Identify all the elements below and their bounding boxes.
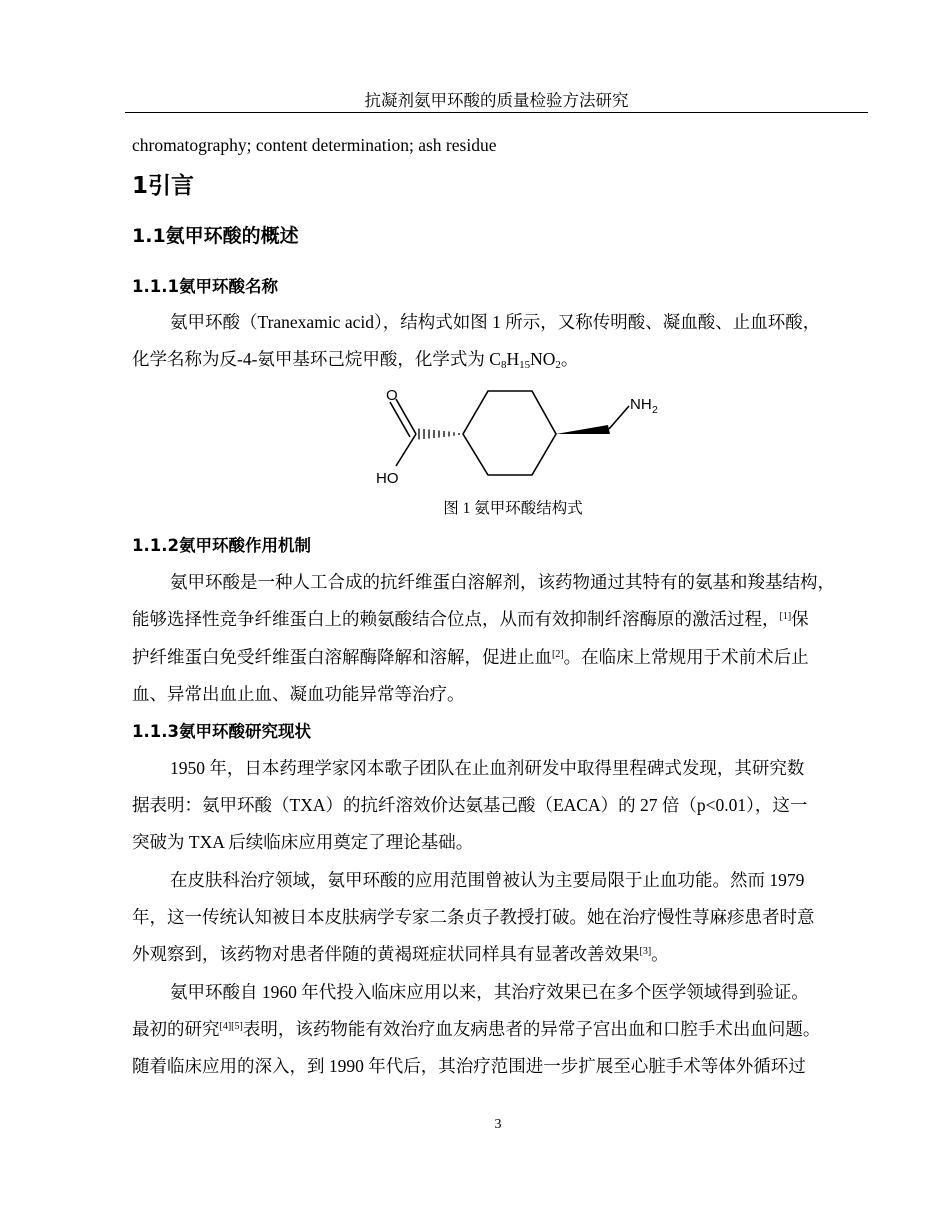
mechanism-text-tail: 。在临床上常规用于术前术后止 [563, 647, 809, 667]
status-text-tail: 表明，该药物能有效治疗血友病患者的异常子宫出血和口腔手术出血问题。 [242, 1019, 821, 1039]
name-paragraph-line-1: 氨甲环酸（Tranexamic acid），结构式如图 1 所示，又称传明酸、凝血酸、止血环酸， [170, 312, 821, 332]
figure-caption: 图 1 氨甲环酸结构式 [443, 500, 583, 517]
status-text-tail: 。 [651, 944, 669, 964]
header-rule [125, 112, 868, 113]
status-text: 最初的研究 [132, 1019, 220, 1039]
status-p1-line-2: 据表明：氨甲环酸（TXA）的抗纤溶效价达氨基己酸（EACA）的 27 倍（p<0.01），这一 [132, 795, 808, 815]
mechanism-line-2 [132, 609, 862, 630]
formula-h: H [506, 349, 520, 369]
section-1-1-heading: 1.1氨甲环酸的概述 [132, 225, 299, 247]
cyclohexane-ring [463, 391, 556, 475]
section-1-heading: 1引言 [132, 173, 195, 199]
amine-subscript: 2 [652, 404, 658, 416]
section-1-1-2-heading: 1.1.2氨甲环酸作用机制 [132, 536, 311, 555]
amine-bond [609, 406, 629, 429]
solid-wedge-bond [556, 425, 610, 434]
section-1-1-1-heading: 1.1.1氨甲环酸名称 [132, 277, 278, 296]
status-p3-line-1: 氨甲环酸自 1960 年代投入临床应用以来，其治疗效果已在多个医学领域得到验证。 [170, 982, 809, 1002]
mechanism-line-4: 血、异常出血止血、凝血功能异常等治疗。 [132, 684, 465, 704]
formula-end: 。 [560, 349, 579, 369]
hashed-wedge-bond [419, 429, 459, 440]
citation-1: [1] [779, 611, 792, 622]
mechanism-text-tail: 保 [791, 609, 809, 629]
citation-3: [3] [639, 946, 652, 957]
formula-subscript-h: 15 [519, 359, 531, 371]
hydroxyl-label: HO [376, 470, 399, 487]
hydroxyl-bond [396, 434, 416, 466]
formula-subscript-o: 2 [555, 359, 561, 371]
status-p1-line-3: 突破为 TXA 后续临床应用奠定了理论基础。 [132, 832, 474, 852]
status-p3-line-3: 随着临床应用的深入，到 1990 年代后，其治疗范围进一步扩展至心脏手术等体外循环过 [132, 1056, 806, 1076]
running-header: 抗凝剂氨甲环酸的质量检验方法研究 [364, 91, 629, 110]
formula-no: NO [530, 349, 556, 369]
citation-5: [5] [231, 1021, 243, 1032]
mechanism-line-1: 氨甲环酸是一种人工合成的抗纤维蛋白溶解剂，该药物通过其特有的氨基和羧基结构， [170, 572, 835, 592]
status-p2-line-2: 年，这一传统认知被日本皮肤病学专家二条贞子教授打破。她在治疗慢性荨麻疹患者时意 [132, 907, 815, 927]
page-number: 3 [494, 1117, 502, 1132]
tranexamic-acid-structure [360, 382, 690, 492]
mechanism-text: 能够选择性竞争纤维蛋白上的赖氨酸结合位点，从而有效抑制纤溶酶原的激活过程， [132, 609, 780, 629]
amine-label: NH [630, 396, 652, 413]
name-text: 化学名称为反-4-氨甲基环己烷甲酸，化学式为 C [132, 349, 501, 369]
name-paragraph-line-2 [132, 349, 862, 370]
section-1-1-3-heading: 1.1.3氨甲环酸研究现状 [132, 722, 311, 741]
citation-2: [2] [552, 649, 564, 660]
status-p1-line-1: 1950 年，日本药理学家冈本歌子团队在止血剂研发中取得里程碑式发现，其研究数 [170, 758, 805, 778]
status-text: 外观察到，该药物对患者伴随的黄褐斑症状同样具有显著改善效果 [132, 944, 640, 964]
citation-4: [4] [219, 1021, 232, 1032]
keywords-tail: chromatography; content determination; ash residue [132, 135, 497, 155]
status-p2-line-3 [132, 944, 862, 965]
formula-subscript-c: 8 [500, 359, 507, 371]
mechanism-line-3 [132, 647, 862, 668]
oxygen-label: O [386, 387, 398, 404]
status-p3-line-2 [132, 1019, 862, 1040]
status-p2-line-1: 在皮肤科治疗领域，氨甲环酸的应用范围曾被认为主要局限于止血功能。然而 1979 [170, 870, 805, 890]
mechanism-text: 护纤维蛋白免受纤维蛋白溶解酶降解和溶解，促进止血 [132, 647, 552, 667]
